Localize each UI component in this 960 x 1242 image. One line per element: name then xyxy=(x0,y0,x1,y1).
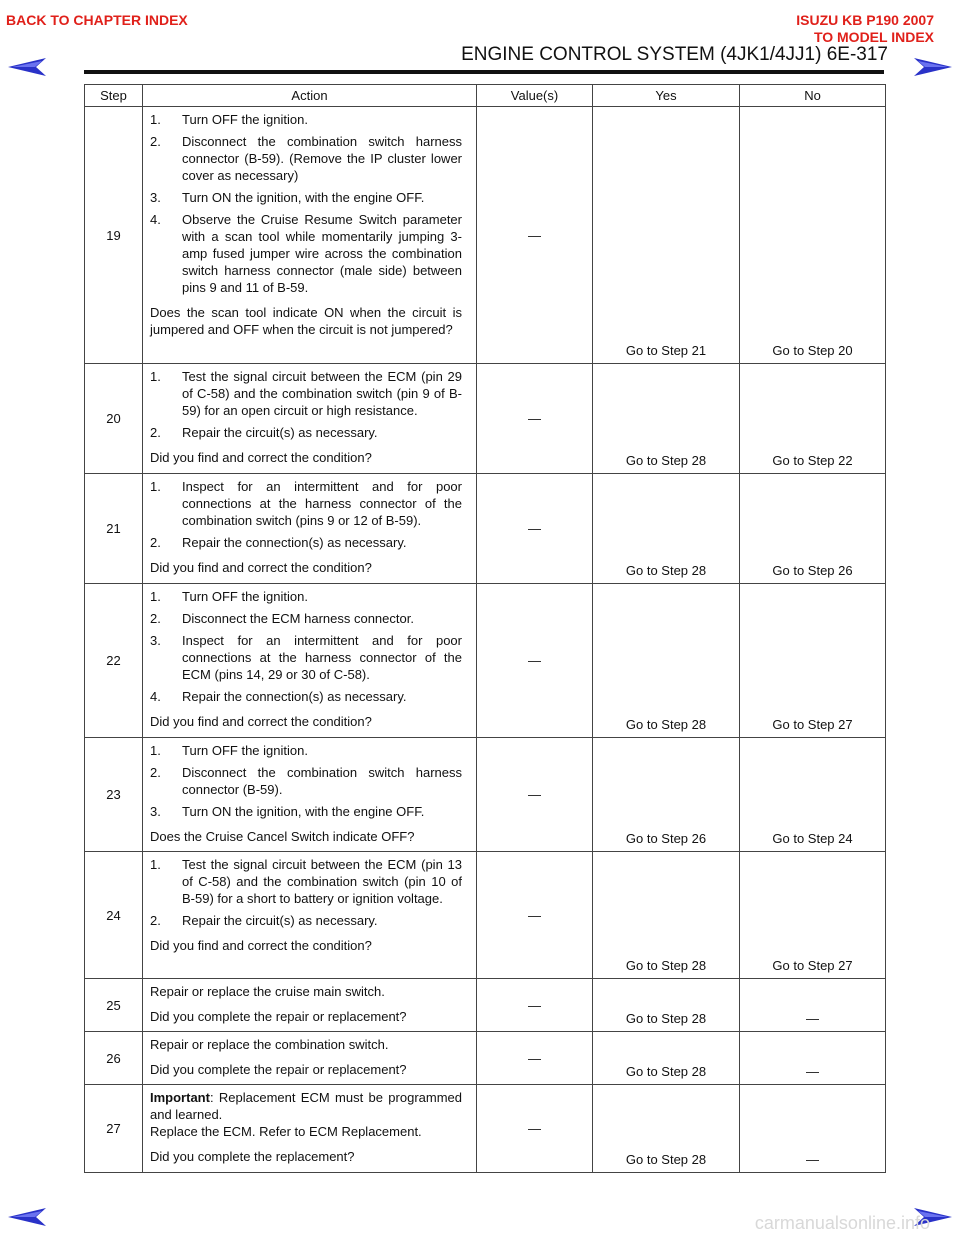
step-number: 27 xyxy=(85,1085,143,1173)
table-row xyxy=(85,1085,886,1173)
table-row xyxy=(85,979,886,1032)
question-text: Did you find and correct the condition? xyxy=(150,714,372,729)
value-cell: — xyxy=(477,852,593,979)
table-row xyxy=(85,364,886,474)
column-header-no: No xyxy=(740,85,886,107)
step-number: 25 xyxy=(85,979,143,1032)
yes-cell: Go to Step 28 xyxy=(593,584,740,738)
step-number: 26 xyxy=(85,1032,143,1085)
yes-cell: Go to Step 28 xyxy=(593,364,740,474)
value-cell: — xyxy=(477,979,593,1032)
action-text: Replace the ECM. Refer to ECM Replacement. xyxy=(150,1124,422,1139)
watermark: carmanualsonline.info xyxy=(754,1213,930,1233)
step-number: 24 xyxy=(85,852,143,979)
no-cell: — xyxy=(740,1032,886,1085)
table-row xyxy=(85,738,886,852)
question-text: Did you complete the replacement? xyxy=(150,1149,355,1164)
question-text: Did you complete the repair or replacement? xyxy=(150,1062,407,1077)
list-item: 3. Turn ON the ignition, with the engine OFF. xyxy=(150,804,425,819)
list-item: 1. Turn OFF the ignition. xyxy=(150,112,308,127)
to-model-index-link[interactable]: TO MODEL INDEX xyxy=(813,29,934,45)
list-item: 2. Disconnect the combination switch harness connector (B-59). xyxy=(150,765,462,797)
no-cell: Go to Step 22 xyxy=(740,364,886,474)
yes-cell: Go to Step 28 xyxy=(593,474,740,584)
previous-page-arrow-icon[interactable] xyxy=(6,56,48,78)
no-cell: Go to Step 27 xyxy=(740,852,886,979)
no-cell: Go to Step 27 xyxy=(740,584,886,738)
table-row xyxy=(85,1032,886,1085)
question-text: Did you find and correct the condition? xyxy=(150,938,372,953)
step-number: 23 xyxy=(85,738,143,852)
action-cell xyxy=(143,474,477,584)
value-cell: — xyxy=(477,364,593,474)
action-text: Repair or replace the combination switch. xyxy=(150,1037,389,1052)
list-item: 1. Inspect for an intermittent and for poor connections at the harness connector of the combination switch (pins 9 or 12 of B-59). xyxy=(150,479,462,528)
action-cell xyxy=(143,584,477,738)
list-item: 1. Turn OFF the ignition. xyxy=(150,589,308,604)
table-row xyxy=(85,852,886,979)
next-page-arrow-icon[interactable] xyxy=(912,56,954,78)
list-item: 1. Test the signal circuit between the ECM (pin 29 of C-58) and the combination switch (pin 9 of B-59) for an open circuit or high resistance. xyxy=(150,369,462,418)
step-number: 21 xyxy=(85,474,143,584)
no-cell: — xyxy=(740,979,886,1032)
table-row xyxy=(85,474,886,584)
question-text: Did you find and correct the condition? xyxy=(150,450,372,465)
list-item: 1. Test the signal circuit between the ECM (pin 13 of C-58) and the combination switch (pin 10 of B-59) for a short to battery or ignition voltage. xyxy=(150,857,462,906)
column-header-step: Step xyxy=(85,85,143,107)
yes-cell: Go to Step 28 xyxy=(593,1085,740,1173)
no-cell: Go to Step 20 xyxy=(740,107,886,364)
list-item: 1. Turn OFF the ignition. xyxy=(150,743,308,758)
value-cell: — xyxy=(477,1085,593,1173)
column-header-action: Action xyxy=(143,85,477,107)
step-number: 19 xyxy=(85,107,143,364)
previous-page-bottom-arrow-icon[interactable] xyxy=(6,1206,48,1228)
no-cell: Go to Step 26 xyxy=(740,474,886,584)
back-to-chapter-index-link[interactable]: BACK TO CHAPTER INDEX xyxy=(6,12,188,28)
list-item: 2. Repair the circuit(s) as necessary. xyxy=(150,425,378,440)
action-cell xyxy=(143,852,477,979)
value-cell: — xyxy=(477,474,593,584)
column-header-values: Value(s) xyxy=(477,85,593,107)
important-note xyxy=(150,1089,462,1123)
table-row xyxy=(85,584,886,738)
important-label: Important xyxy=(150,1090,210,1105)
list-item: 2. Repair the circuit(s) as necessary. xyxy=(150,913,378,928)
diagnostic-table xyxy=(84,84,886,1173)
yes-cell: Go to Step 28 xyxy=(593,852,740,979)
list-item: 4. Observe the Cruise Resume Switch parameter with a scan tool while momentarily jumping 3-amp fused jumper wire across the combination switch harness connector (male side) between pins 9 and 11 of B-59. xyxy=(150,212,462,295)
question-text: Does the Cruise Cancel Switch indicate OFF? xyxy=(150,829,415,844)
yes-cell: Go to Step 28 xyxy=(593,979,740,1032)
step-number: 20 xyxy=(85,364,143,474)
question-text: Does the scan tool indicate ON when the circuit is jumpered and OFF when the circuit is not jumpered? xyxy=(150,305,462,337)
action-cell xyxy=(143,364,477,474)
table-header-row xyxy=(85,85,886,107)
action-cell xyxy=(143,1085,477,1173)
value-cell: — xyxy=(477,107,593,364)
value-cell: — xyxy=(477,584,593,738)
list-item: 4. Repair the connection(s) as necessary. xyxy=(150,689,407,704)
header-rule xyxy=(84,70,884,74)
list-item: 3. Turn ON the ignition, with the engine OFF. xyxy=(150,190,425,205)
action-cell xyxy=(143,979,477,1032)
column-header-yes: Yes xyxy=(593,85,740,107)
table-row xyxy=(85,107,886,364)
question-text: Did you find and correct the condition? xyxy=(150,560,372,575)
list-item: 3. Inspect for an intermittent and for poor connections at the harness connector of the ECM (pins 14, 29 or 30 of C-58). xyxy=(150,633,462,682)
action-text: Repair or replace the cruise main switch. xyxy=(150,984,385,999)
question-text: Did you complete the repair or replacement? xyxy=(150,1009,407,1024)
value-cell: — xyxy=(477,738,593,852)
list-item: 2. Repair the connection(s) as necessary. xyxy=(150,535,407,550)
no-cell: Go to Step 24 xyxy=(740,738,886,852)
yes-cell: Go to Step 26 xyxy=(593,738,740,852)
action-cell xyxy=(143,107,477,364)
step-number: 22 xyxy=(85,584,143,738)
page-title: ENGINE CONTROL SYSTEM (4JK1/4JJ1) 6E-317 xyxy=(461,44,888,65)
list-item: 2. Disconnect the combination switch harness connector (B-59). (Remove the IP cluster lower cover as necessary) xyxy=(150,134,462,183)
important-text: : Replacement ECM must be programmed and learned. xyxy=(150,1090,462,1122)
action-cell xyxy=(143,1032,477,1085)
list-item: 2. Disconnect the ECM harness connector. xyxy=(150,611,414,626)
yes-cell: Go to Step 28 xyxy=(593,1032,740,1085)
value-cell: — xyxy=(477,1032,593,1085)
yes-cell: Go to Step 21 xyxy=(593,107,740,364)
action-cell xyxy=(143,738,477,852)
no-cell: — xyxy=(740,1085,886,1173)
model-title: ISUZU KB P190 2007 xyxy=(796,12,934,28)
